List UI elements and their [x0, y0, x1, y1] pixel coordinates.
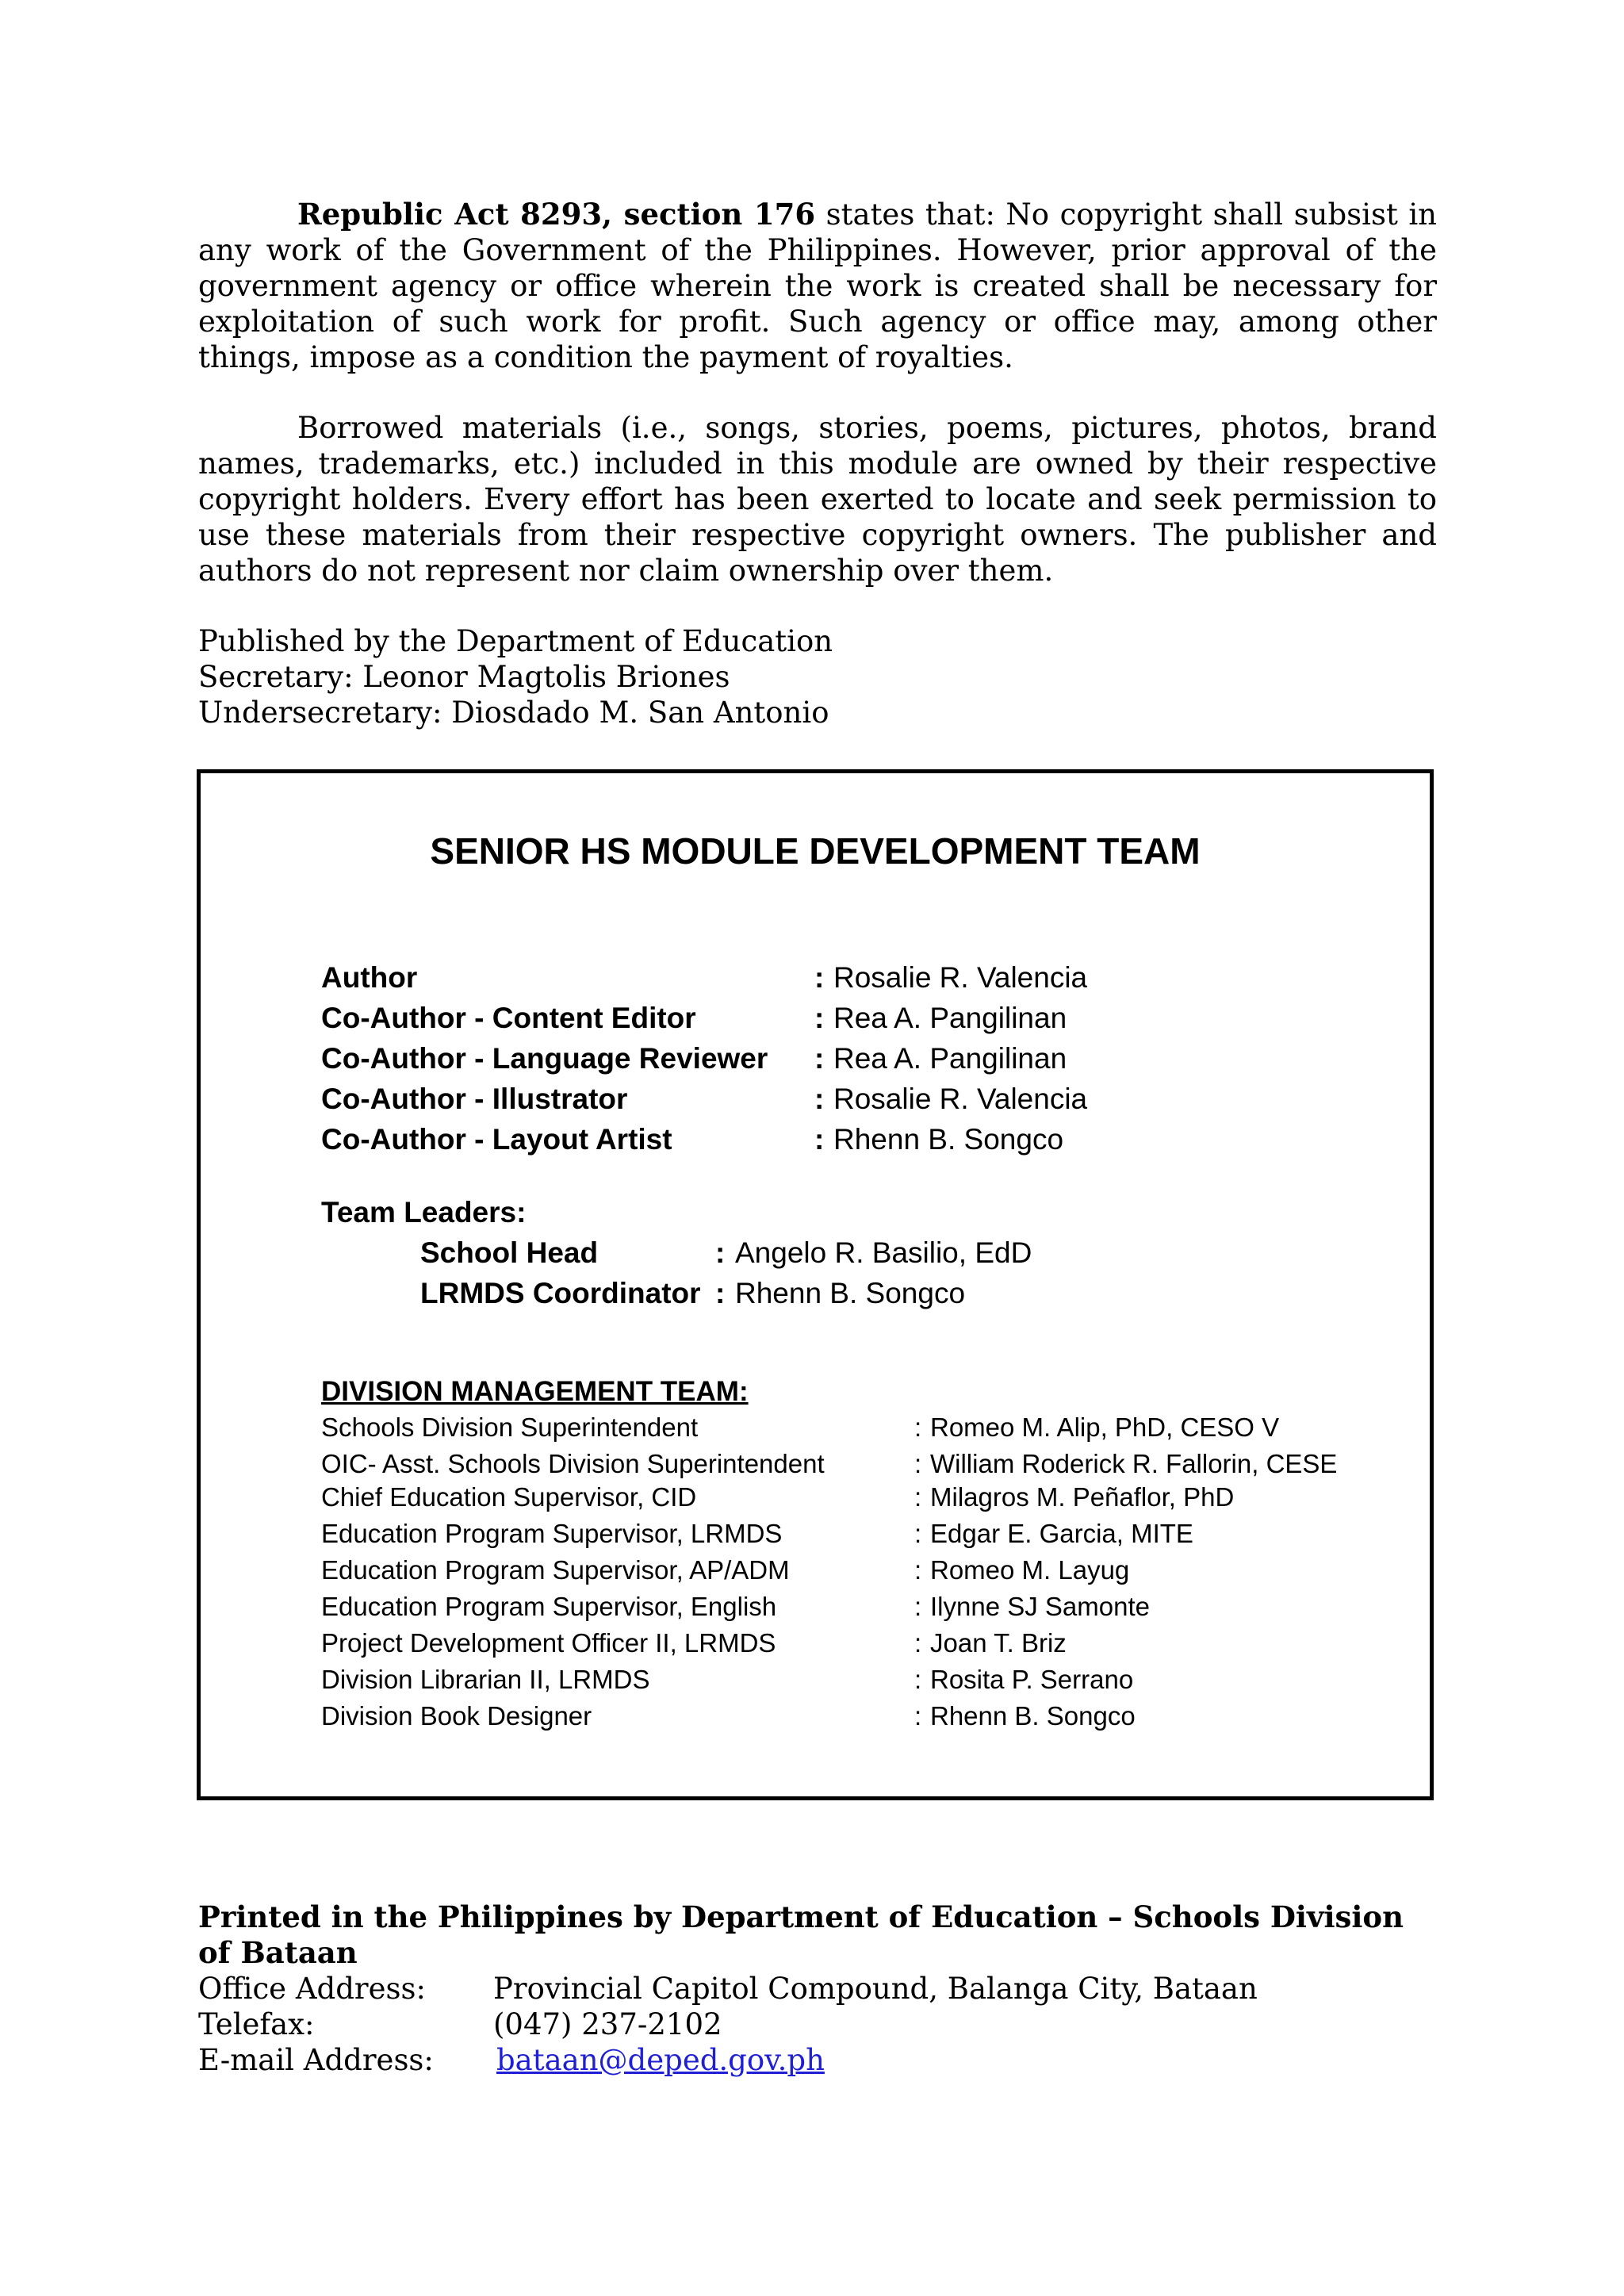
- leader-name: Angelo R. Basilio, EdD: [735, 1236, 1032, 1269]
- team-title: SENIOR HS MODULE DEVELOPMENT TEAM: [430, 830, 1201, 872]
- credit-name: Rosalie R. Valencia: [833, 961, 1088, 994]
- credit-role: Co-Author - Content Editor: [321, 1002, 696, 1034]
- dmt-colon: :: [914, 1628, 922, 1658]
- contact-label: Office Address:: [198, 1972, 426, 2006]
- dmt-colon: :: [914, 1482, 922, 1512]
- dmt-name: Joan T. Briz: [930, 1628, 1067, 1658]
- dmt-name: William Roderick R. Fallorin, CESE: [930, 1449, 1338, 1478]
- copyright-notice-text: states that: No copyright shall subsist in any work of the Government of the Philippines. However, prior approval of the government agency or office wherein the work is created shall be necessary for exploitation of such work for profit. Such agency or office may, among other things, impose as a condition the payment of royalties.: [198, 197, 1437, 374]
- leader-colon: :: [715, 1236, 726, 1269]
- credit-name: Rea A. Pangilinan: [833, 1002, 1067, 1034]
- dmt-name: Rhenn B. Songco: [930, 1701, 1136, 1731]
- dmt-colon: :: [914, 1592, 922, 1621]
- dmt-role: Chief Education Supervisor, CID: [321, 1482, 697, 1512]
- credit-name: Rea A. Pangilinan: [833, 1042, 1067, 1075]
- dmt-name: Edgar E. Garcia, MITE: [930, 1519, 1193, 1548]
- leader-role: LRMDS Coordinator: [420, 1277, 701, 1309]
- credit-role: Author: [321, 961, 418, 994]
- dmt-name: Rosita P. Serrano: [930, 1665, 1134, 1694]
- credit-name: Rhenn B. Songco: [833, 1123, 1064, 1156]
- credit-colon: :: [814, 1123, 825, 1156]
- contact-label: Telefax:: [198, 2007, 315, 2041]
- module-development-team-box: [197, 769, 1434, 1800]
- dmt-colon: :: [914, 1701, 922, 1731]
- borrowed-materials-paragraph: [198, 410, 1437, 588]
- republic-act-reference: Republic Act 8293, section 176: [297, 197, 816, 232]
- dmt-colon: :: [914, 1519, 922, 1548]
- credit-role: Co-Author - Illustrator: [321, 1083, 628, 1115]
- dmt-name: Romeo M. Alip, PhD, CESO V: [930, 1412, 1280, 1442]
- dmt-role: OIC- Asst. Schools Division Superintendent: [321, 1449, 825, 1478]
- dmt-colon: :: [914, 1555, 922, 1585]
- publisher-line: Published by the Department of Education: [198, 624, 833, 658]
- telefax-number: (047) 237-2102: [493, 2007, 722, 2041]
- division-management-heading: DIVISION MANAGEMENT TEAM:: [321, 1376, 749, 1407]
- dmt-name: Milagros M. Peñaflor, PhD: [930, 1482, 1235, 1512]
- credit-role: Co-Author - Language Reviewer: [321, 1042, 768, 1075]
- credit-colon: :: [814, 1042, 825, 1075]
- dmt-colon: :: [914, 1412, 922, 1442]
- dmt-role: Education Program Supervisor, LRMDS: [321, 1519, 783, 1548]
- dmt-role: Project Development Officer II, LRMDS: [321, 1628, 776, 1658]
- credit-colon: :: [814, 1002, 825, 1034]
- copyright-notice-paragraph: [198, 197, 1437, 375]
- team-leaders-heading: Team Leaders:: [321, 1196, 527, 1228]
- credit-colon: :: [814, 961, 825, 994]
- publisher-info: [198, 623, 833, 730]
- dmt-role: Education Program Supervisor, AP/ADM: [321, 1555, 790, 1585]
- credit-name: Rosalie R. Valencia: [833, 1083, 1088, 1115]
- credit-colon: :: [814, 1083, 825, 1115]
- credit-role: Co-Author - Layout Artist: [321, 1123, 672, 1156]
- dmt-colon: :: [914, 1665, 922, 1694]
- leader-role: School Head: [420, 1236, 599, 1269]
- leader-name: Rhenn B. Songco: [735, 1277, 966, 1309]
- undersecretary-line: Undersecretary: Diosdado M. San Antonio: [198, 696, 829, 730]
- dmt-role: Division Book Designer: [321, 1701, 592, 1731]
- dmt-role: Division Librarian II, LRMDS: [321, 1665, 650, 1694]
- dmt-name: Ilynne SJ Samonte: [930, 1592, 1150, 1621]
- leader-colon: :: [715, 1277, 726, 1309]
- dmt-role: Education Program Supervisor, English: [321, 1592, 777, 1621]
- dmt-role: Schools Division Superintendent: [321, 1412, 699, 1442]
- secretary-line: Secretary: Leonor Magtolis Briones: [198, 660, 730, 694]
- dmt-colon: :: [914, 1449, 922, 1478]
- contact-label: E-mail Address:: [198, 2043, 434, 2077]
- borrowed-materials-text: Borrowed materials (i.e., songs, stories, poems, pictures, photos, brand names, trademarks, etc.) included in this module are owned by their respective copyright holders. Every effort has been exerted to locate and seek permission to use these materials from their respective copyright owners. The publisher and authors do not represent nor claim ownership over them.: [198, 411, 1437, 588]
- dmt-name: Romeo M. Layug: [930, 1555, 1130, 1585]
- printed-by-heading: Printed in the Philippines by Department of Education – Schools Division of Bataan: [198, 1899, 1404, 1970]
- office-address: Provincial Capitol Compound, Balanga City, Bataan: [493, 1972, 1258, 2006]
- email-link[interactable]: bataan@deped.gov.ph: [496, 2043, 825, 2077]
